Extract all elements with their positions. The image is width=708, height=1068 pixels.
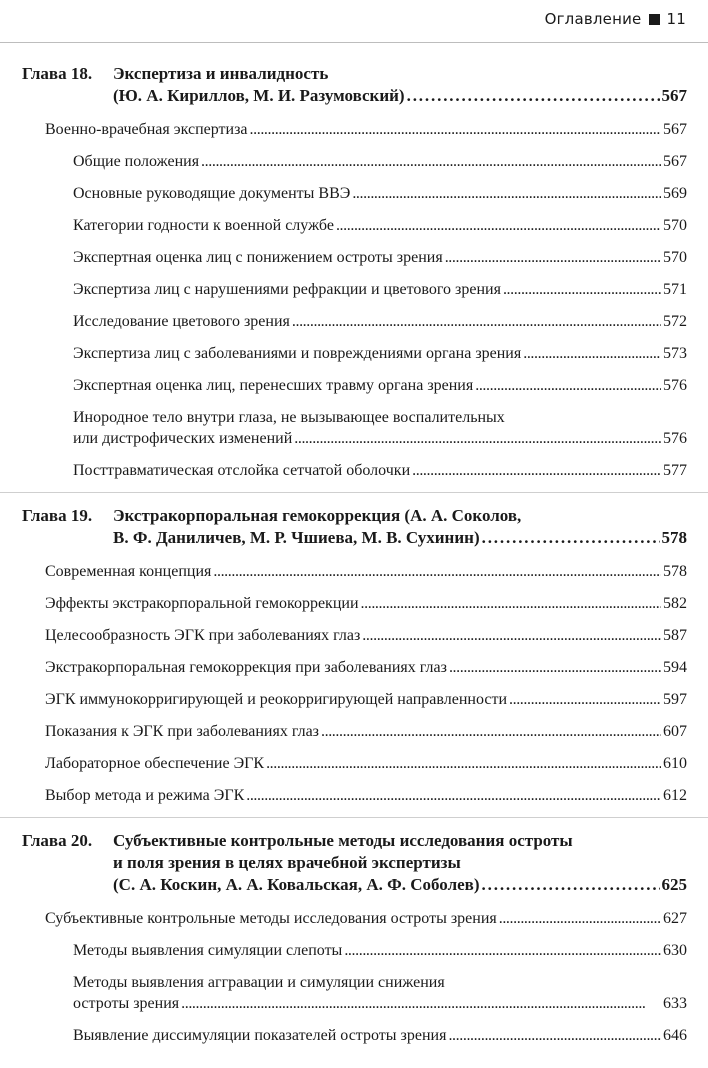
dot-leader (352, 183, 661, 204)
dot-leader (361, 593, 661, 614)
dot-leader (201, 151, 661, 172)
entry-title: Военно-врачебная экспертиза (45, 121, 248, 138)
entry-page: 627 (663, 910, 687, 927)
entry-title: Методы выявления симуляции слепоты (73, 942, 343, 959)
chapter-label: Глава 19. (22, 506, 93, 525)
entry-page: 571 (663, 281, 687, 298)
dot-leader (475, 375, 661, 396)
dot-leader (266, 753, 661, 774)
entry-title: Общие положения (73, 153, 200, 170)
chapter-title-line: Экстракорпоральная гемокоррекция (А. А. Соколов, (113, 506, 522, 525)
entry-page: 612 (663, 787, 687, 804)
entry-page: 594 (663, 659, 687, 676)
dot-leader (292, 311, 661, 332)
chapter-page: 567 (661, 86, 687, 105)
entry-page: 572 (663, 313, 687, 330)
entry-page: 570 (663, 217, 687, 234)
toc-entry[interactable] (73, 343, 687, 364)
entry-title: Лабораторное обеспечение ЭГК (45, 755, 265, 772)
entry-title: Экспертиза лиц с заболеваниями и повреждениями органа зрения (73, 345, 522, 362)
toc-entry[interactable] (73, 375, 687, 396)
dot-leader (412, 460, 661, 481)
chapter-label: Глава 20. (22, 831, 93, 850)
toc-entry[interactable] (73, 407, 687, 449)
entry-page: 569 (663, 185, 687, 202)
running-head-title: Оглавление (544, 10, 642, 28)
toc-entry[interactable] (73, 311, 687, 332)
entry-page: 567 (663, 121, 687, 138)
entry-page: 573 (663, 345, 687, 362)
entry-title: Экспертиза лиц с нарушениями рефракции и цветового зрения (73, 281, 501, 298)
chapter-authors: В. Ф. Даниличев, М. Р. Чшиева, М. В. Сухинин) (113, 528, 480, 547)
entry-page: 578 (663, 563, 687, 580)
toc-entry[interactable] (45, 625, 687, 646)
toc-entry[interactable] (73, 151, 687, 172)
entry-page: 633 (663, 995, 687, 1012)
entry-title: ЭГК иммунокорригирующей и реокорригирующей направленности (45, 691, 507, 708)
entry-title-line: Инородное тело внутри глаза, не вызывающее воспалительных (73, 409, 505, 426)
toc-entry[interactable] (45, 593, 687, 614)
dot-leader (449, 657, 661, 678)
square-bullet-icon (649, 14, 660, 25)
toc-entry[interactable] (73, 247, 687, 268)
section-divider (0, 492, 708, 493)
dot-leader (344, 940, 661, 961)
toc-entry[interactable] (45, 119, 687, 140)
entry-page: 567 (663, 153, 687, 170)
toc-entry[interactable] (73, 279, 687, 300)
dot-leader (482, 874, 660, 896)
chapter-18-heading[interactable] (22, 63, 687, 107)
entry-title: Экспертная оценка лиц с понижением остроты зрения (73, 249, 443, 266)
toc-entry[interactable] (45, 689, 687, 710)
dot-leader (336, 215, 661, 236)
entry-title: Экстракорпоральная гемокоррекция при заболеваниях глаз (45, 659, 447, 676)
toc-entry[interactable] (73, 183, 687, 204)
entry-page: 610 (663, 755, 687, 772)
toc-entry[interactable] (73, 1025, 687, 1046)
dot-leader (445, 247, 661, 268)
dot-leader (499, 908, 661, 929)
entry-title: Показания к ЭГК при заболеваниях глаз (45, 723, 319, 740)
entry-page: 577 (663, 462, 687, 479)
chapter-authors: (С. А. Коскин, А. А. Ковальская, А. Ф. Соболев) (113, 875, 480, 894)
toc-entry[interactable] (73, 940, 687, 961)
dot-leader (246, 785, 661, 806)
dot-leader (482, 527, 660, 549)
entry-page: 570 (663, 249, 687, 266)
entry-title: Современная концепция (45, 563, 212, 580)
entry-page: 576 (663, 430, 687, 447)
entry-title: Посттравматическая отслойка сетчатой оболочки (73, 462, 411, 479)
dot-leader (321, 721, 661, 742)
entry-page: 630 (663, 942, 687, 959)
entry-page: 576 (663, 377, 687, 394)
chapter-label: Глава 18. (22, 64, 93, 83)
running-head (545, 10, 686, 28)
chapter-page: 578 (661, 528, 687, 547)
chapter-20-heading[interactable] (22, 830, 687, 896)
entry-page: 607 (663, 723, 687, 740)
entry-page: 597 (663, 691, 687, 708)
dot-leader (523, 343, 661, 364)
toc-entry[interactable] (45, 561, 687, 582)
entry-title: Выбор метода и режима ЭГК (45, 787, 245, 804)
entry-title: или дистрофических изменений (73, 430, 293, 447)
section-divider (0, 817, 708, 818)
chapter-title-line: Субъективные контрольные методы исследования остроты (113, 831, 573, 850)
chapter-title-line: и поля зрения в целях врачебной экспертизы (113, 853, 461, 872)
dot-leader (294, 428, 661, 449)
toc-entry[interactable] (45, 657, 687, 678)
running-head-page-number: 11 (666, 10, 686, 28)
entry-title-line: Методы выявления аггравации и симуляции снижения (73, 974, 445, 991)
entry-title: Целесообразность ЭГК при заболеваниях глаз (45, 627, 361, 644)
entry-title: Субъективные контрольные методы исследования остроты зрения (45, 910, 497, 927)
toc-entry[interactable] (73, 460, 687, 481)
dot-leader (213, 561, 661, 582)
header-divider (0, 42, 708, 43)
toc-entry[interactable] (45, 753, 687, 774)
toc-entry[interactable] (73, 215, 687, 236)
dot-leader (181, 993, 661, 1014)
dot-leader (448, 1025, 661, 1046)
toc-entry[interactable] (45, 908, 687, 929)
dot-leader (503, 279, 661, 300)
entry-title: Выявление диссимуляции показателей остроты зрения (73, 1027, 447, 1044)
entry-title: Исследование цветового зрения (73, 313, 290, 330)
toc-entry[interactable] (45, 785, 687, 806)
entry-title: остроты зрения (73, 995, 180, 1012)
entry-page: 646 (663, 1027, 687, 1044)
chapter-page: 625 (661, 875, 687, 894)
chapter-authors: (Ю. А. Кириллов, М. И. Разумовский) (113, 86, 405, 105)
dot-leader (362, 625, 661, 646)
toc-entry[interactable] (45, 721, 687, 742)
dot-leader (509, 689, 661, 710)
chapter-19-heading[interactable] (22, 505, 687, 549)
entry-title: Экспертная оценка лиц, перенесших травму органа зрения (73, 377, 474, 394)
dot-leader (250, 119, 661, 140)
entry-title: Эффекты экстракорпоральной гемокоррекции (45, 595, 359, 612)
dot-leader (407, 85, 660, 107)
entry-title: Основные руководящие документы ВВЭ (73, 185, 351, 202)
toc-entry[interactable] (73, 972, 687, 1014)
entry-title: Категории годности к военной службе (73, 217, 334, 234)
entry-page: 582 (663, 595, 687, 612)
chapter-title-line: Экспертиза и инвалидность (113, 64, 329, 83)
table-of-contents (22, 63, 687, 1057)
entry-page: 587 (663, 627, 687, 644)
